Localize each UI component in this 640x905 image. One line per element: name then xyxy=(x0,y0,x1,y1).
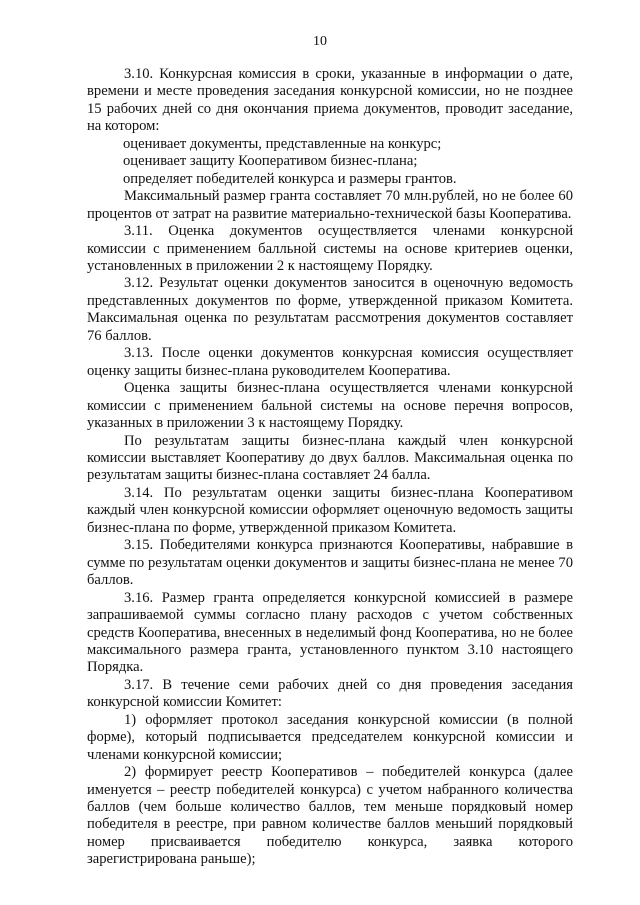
paragraph: 3.12. Результат оценки документов заносится в оценочную ведомость представленных документов по форме, утвержденной приказом Комитета. Максимальная оценка по результатам рассмотрения документов составляет 76 баллов. xyxy=(87,275,573,344)
paragraph: 2) формирует реестр Кооперативов – победителей конкурса (далее именуется – реестр победителей конкурса) с учетом набранного количества баллов (чем больше количество баллов, тем меньше порядковый номер победителя в реестре, при равном количестве баллов меньший порядковый номер присваивается победителю конкурса, заявка которого зарегистрирована раньше); xyxy=(87,764,573,868)
paragraph: 3.13. После оценки документов конкурсная комиссия осуществляет оценку защиты бизнес-плана руководителем Кооператива. xyxy=(87,345,573,379)
paragraph: Оценка защиты бизнес-плана осуществляется членами конкурсной комиссии с применением бальной системы на основе перечня вопросов, указанных в приложении 3 к настоящему Порядку. xyxy=(87,380,573,432)
paragraph: Максимальный размер гранта составляет 70 млн.рублей, но не более 60 процентов от затрат на развитие материально-технической базы Кооператива. xyxy=(87,188,573,222)
paragraph: 1) оформляет протокол заседания конкурсной комиссии (в полной форме), который подписывается председателем конкурсной комиссии и членами конкурсной комиссии; xyxy=(87,711,573,763)
page-number: 10 xyxy=(313,34,327,49)
list-item: оценивает документы, представленные на конкурс; xyxy=(123,135,442,152)
paragraph: 3.14. По результатам оценки защиты бизнес-плана Кооперативом каждый член конкурсной комиссии оформляет оценочную ведомость защиты бизнес-плана по форме, утвержденной приказом Комитета. xyxy=(87,484,573,536)
paragraph: По результатам защиты бизнес-плана каждый член конкурсной комиссии выставляет Кооперативу до двух баллов. Максимальная оценка по результатам защиты бизнес-плана составляет 24 балла. xyxy=(87,432,573,484)
paragraph: 3.10. Конкурсная комиссия в сроки, указанные в информации о дате, времени и месте проведения заседания конкурсной комиссии, но не позднее 15 рабочих дней со дня окончания приема документов, проводит заседание, на котором: xyxy=(87,66,573,135)
list-item: оценивает защиту Кооперативом бизнес-плана; xyxy=(123,153,418,170)
document-body xyxy=(87,66,573,869)
paragraph: 3.16. Размер гранта определяется конкурсной комиссией в размере запрашиваемой суммы согласно плану расходов с учетом собственных средств Кооператива, внесенных в неделимый фонд Кооператива, но не более максимального размера гранта, установленного пунктом 3.10 настоящего Порядка. xyxy=(87,589,573,676)
list-item: определяет победителей конкурса и размеры грантов. xyxy=(123,170,457,187)
paragraph: 3.11. Оценка документов осуществляется членами конкурсной комиссии с применением балльной системы на основе критериев оценки, установленных в приложении 2 к настоящему Порядку. xyxy=(87,223,573,274)
paragraph: 3.17. В течение семи рабочих дней со дня проведения заседания конкурсной комиссии Комитет: xyxy=(87,676,573,711)
paragraph: 3.15. Победителями конкурса признаются Кооперативы, набравшие в сумме по результатам оценки документов и защиты бизнес-плана не менее 70 баллов. xyxy=(87,537,573,589)
